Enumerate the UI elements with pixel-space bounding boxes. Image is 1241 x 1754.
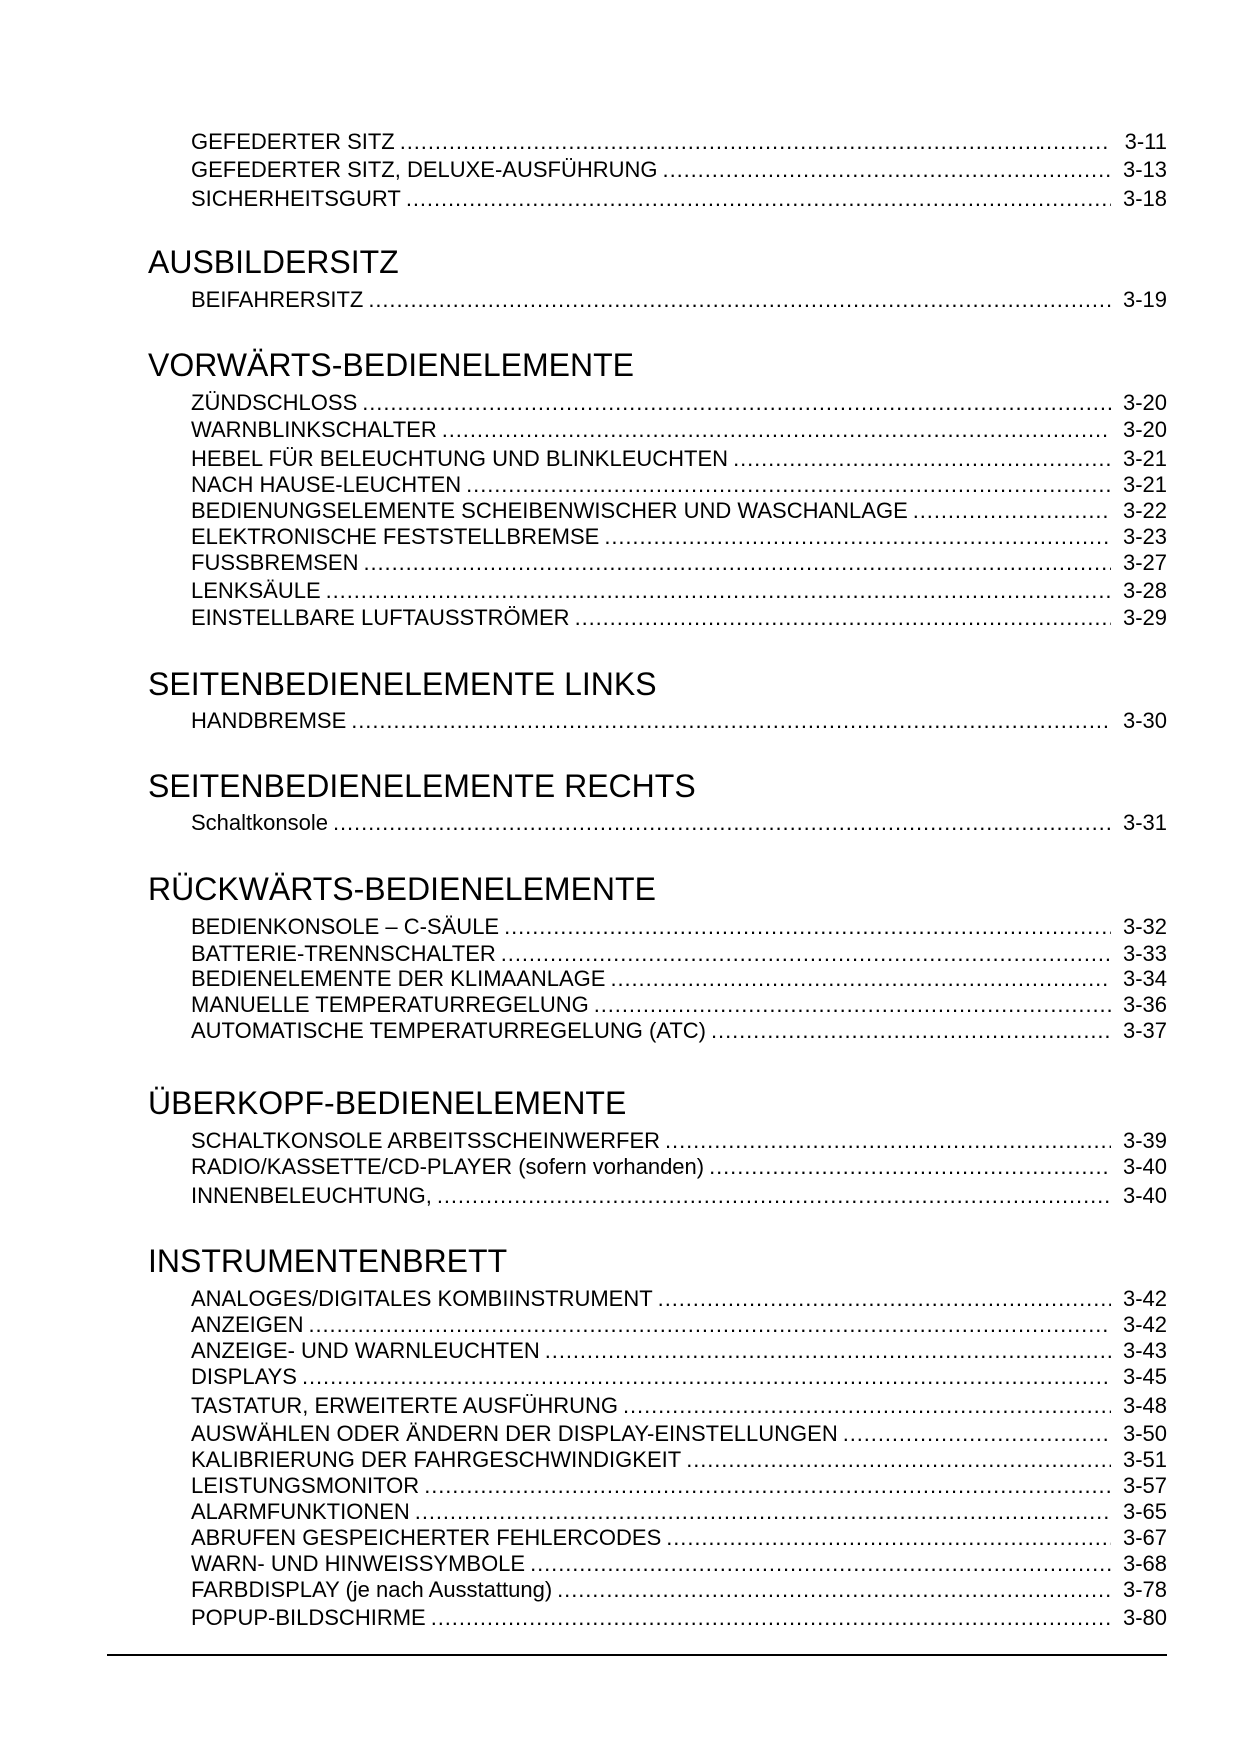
toc-entry[interactable] (191, 157, 1167, 183)
toc-entry-page: 3-33 (1122, 941, 1167, 966)
dot-leader (424, 1473, 1111, 1499)
dot-leader (333, 810, 1111, 836)
toc-entry-page: 3-78 (1122, 1577, 1167, 1602)
toc-entry-label: LENKSÄULE (191, 578, 321, 603)
toc-entry-label: ANZEIGEN (191, 1312, 304, 1337)
toc-entry-label: INNENBELEUCHTUNG, (191, 1183, 432, 1208)
dot-leader (362, 390, 1111, 416)
toc-entry-page: 3-19 (1122, 287, 1167, 312)
toc-entry-page: 3-51 (1122, 1447, 1167, 1472)
toc-entry[interactable] (191, 1499, 1167, 1525)
section-heading: RÜCKWÄRTS-BEDIENELEMENTE (148, 871, 656, 907)
toc-entry[interactable] (191, 1364, 1167, 1390)
toc-entry-label: BEDIENELEMENTE DER KLIMAANLAGE (191, 966, 606, 991)
toc-entry-page: 3-20 (1122, 390, 1167, 415)
dot-leader (545, 1338, 1111, 1364)
dot-leader (663, 157, 1111, 183)
toc-entry[interactable] (191, 186, 1167, 212)
section-heading: AUSBILDERSITZ (148, 244, 399, 280)
toc-entry-label: ANALOGES/DIGITALES KOMBIINSTRUMENT (191, 1286, 653, 1311)
toc-entry[interactable] (191, 1525, 1167, 1551)
dot-leader (711, 1018, 1111, 1044)
toc-entry[interactable] (191, 914, 1167, 940)
toc-entry-page: 3-13 (1122, 157, 1167, 182)
toc-entry-page: 3-20 (1122, 417, 1167, 442)
dot-leader (431, 1605, 1111, 1631)
toc-entry[interactable] (191, 472, 1167, 498)
toc-entry[interactable] (191, 966, 1167, 992)
toc-entry-label: BEIFAHRERSITZ (191, 287, 364, 312)
toc-entry-label: GEFEDERTER SITZ, DELUXE-AUSFÜHRUNG (191, 157, 658, 182)
toc-entry-page: 3-57 (1122, 1473, 1167, 1498)
toc-entry-label: HANDBREMSE (191, 708, 347, 733)
toc-entry-page: 3-29 (1122, 605, 1167, 630)
toc-entry[interactable] (191, 417, 1167, 443)
dot-leader (709, 1154, 1111, 1180)
dot-leader (442, 417, 1111, 443)
toc-entry-page: 3-31 (1122, 810, 1167, 835)
section-heading: SEITENBEDIENELEMENTE RECHTS (148, 768, 696, 804)
toc-entry-page: 3-21 (1122, 446, 1167, 471)
toc-entry-label: AUTOMATISCHE TEMPERATURREGELUNG (ATC) (191, 1018, 707, 1043)
toc-entry-page: 3-40 (1122, 1154, 1167, 1179)
toc-entry-page: 3-36 (1122, 992, 1167, 1017)
toc-entry[interactable] (191, 498, 1167, 524)
toc-entry-label: BEDIENKONSOLE – C-SÄULE (191, 914, 500, 939)
dot-leader (437, 1183, 1111, 1209)
footer-divider (107, 1654, 1167, 1656)
toc-entry-label: GEFEDERTER SITZ (191, 129, 395, 154)
toc-entry-label: TASTATUR, ERWEITERTE AUSFÜHRUNG (191, 1393, 618, 1418)
toc-entry-label: FUSSBREMSEN (191, 550, 359, 575)
toc-entry-label: LEISTUNGSMONITOR (191, 1473, 420, 1498)
toc-entry-page: 3-65 (1122, 1499, 1167, 1524)
toc-entry-page: 3-67 (1122, 1525, 1167, 1550)
toc-entry[interactable] (191, 1312, 1167, 1338)
section-heading: INSTRUMENTENBRETT (148, 1243, 508, 1279)
dot-leader (666, 1525, 1111, 1551)
toc-entry[interactable] (191, 1473, 1167, 1499)
dot-leader (363, 550, 1111, 576)
dot-leader (504, 914, 1111, 940)
toc-entry[interactable] (191, 1338, 1167, 1364)
toc-entry-label: BATTERIE-TRENNSCHALTER (191, 941, 496, 966)
toc-entry[interactable] (191, 1421, 1167, 1447)
toc-entry-page: 3-21 (1122, 472, 1167, 497)
toc-entry[interactable] (191, 1393, 1167, 1419)
toc-entry[interactable] (191, 941, 1167, 967)
toc-entry[interactable] (191, 1551, 1167, 1577)
toc-entry-page: 3-50 (1122, 1421, 1167, 1446)
toc-entry-label: NACH HAUSE-LEUCHTEN (191, 472, 462, 497)
toc-entry[interactable] (191, 287, 1167, 313)
toc-entry[interactable] (191, 1605, 1167, 1631)
dot-leader (575, 605, 1111, 631)
toc-entry[interactable] (191, 1577, 1167, 1603)
dot-leader (415, 1499, 1111, 1525)
toc-entry-page: 3-18 (1122, 186, 1167, 211)
dot-leader (843, 1421, 1111, 1447)
toc-entry-page: 3-43 (1122, 1338, 1167, 1363)
toc-entry[interactable] (191, 1018, 1167, 1044)
toc-entry[interactable] (191, 1154, 1167, 1180)
toc-entry[interactable] (191, 708, 1167, 734)
dot-leader (733, 446, 1111, 472)
toc-entry-label: WARNBLINKSCHALTER (191, 417, 437, 442)
toc-entry-page: 3-28 (1122, 578, 1167, 603)
dot-leader (913, 498, 1111, 524)
toc-entry[interactable] (191, 1447, 1167, 1473)
dot-leader (501, 941, 1111, 967)
toc-entry[interactable] (191, 605, 1167, 631)
toc-entry-page: 3-32 (1122, 914, 1167, 939)
dot-leader (530, 1551, 1111, 1577)
toc-entry-label: DISPLAYS (191, 1364, 297, 1389)
toc-entry-label: ABRUFEN GESPEICHERTER FEHLERCODES (191, 1525, 662, 1550)
toc-entry-page: 3-37 (1122, 1018, 1167, 1043)
toc-entry-label: POPUP-BILDSCHIRME (191, 1605, 426, 1630)
toc-entry-page: 3-22 (1122, 498, 1167, 523)
dot-leader (466, 472, 1111, 498)
toc-entry-label: BEDIENUNGSELEMENTE SCHEIBENWISCHER UND WASCHANLAGE (191, 498, 908, 523)
toc-entry-label: RADIO/KASSETTE/CD-PLAYER (sofern vorhanden) (191, 1154, 705, 1179)
section-heading: SEITENBEDIENELEMENTE LINKS (148, 666, 657, 702)
toc-entry-label: KALIBRIERUNG DER FAHRGESCHWINDIGKEIT (191, 1447, 682, 1472)
dot-leader (308, 1312, 1111, 1338)
toc-entry-label: SCHALTKONSOLE ARBEITSSCHEINWERFER (191, 1128, 661, 1153)
toc-entry-page: 3-45 (1122, 1364, 1167, 1389)
toc-entry-label: FARBDISPLAY (je nach Ausstattung) (191, 1577, 553, 1602)
toc-entry-label: AUSWÄHLEN ODER ÄNDERN DER DISPLAY-EINSTELLUNGEN (191, 1421, 838, 1446)
toc-entry[interactable] (191, 446, 1167, 472)
toc-entry[interactable] (191, 390, 1167, 416)
dot-leader (368, 287, 1111, 313)
toc-entry-page: 3-34 (1122, 966, 1167, 991)
toc-entry[interactable] (191, 129, 1167, 155)
toc-entry-page: 3-27 (1122, 550, 1167, 575)
dot-leader (400, 129, 1111, 155)
toc-entry-page: 3-40 (1122, 1183, 1167, 1208)
toc-entry[interactable] (191, 810, 1167, 836)
dot-leader (665, 1128, 1111, 1154)
dot-leader (686, 1447, 1111, 1473)
toc-entry-label: ALARMFUNKTIONEN (191, 1499, 410, 1524)
toc-entry-page: 3-39 (1122, 1128, 1167, 1153)
toc-entry[interactable] (191, 1286, 1167, 1312)
dot-leader (623, 1393, 1111, 1419)
toc-entry[interactable] (191, 524, 1167, 550)
dot-leader (302, 1364, 1111, 1390)
toc-entry[interactable] (191, 1128, 1167, 1154)
section-heading: VORWÄRTS-BEDIENELEMENTE (148, 347, 635, 383)
toc-entry-label: ZÜNDSCHLOSS (191, 390, 358, 415)
toc-entry-page: 3-42 (1122, 1312, 1167, 1337)
toc-entry-page: 3-48 (1122, 1393, 1167, 1418)
section-heading: ÜBERKOPF-BEDIENELEMENTE (148, 1085, 627, 1121)
toc-entry-page: 3-80 (1122, 1605, 1167, 1630)
dot-leader (610, 966, 1111, 992)
toc-entry-label: WARN- UND HINWEISSYMBOLE (191, 1551, 526, 1576)
toc-entry-page: 3-23 (1122, 524, 1167, 549)
toc-entry[interactable] (191, 550, 1167, 576)
dot-leader (326, 578, 1111, 604)
toc-entry-label: Schaltkonsole (191, 810, 328, 835)
dot-leader (594, 992, 1111, 1018)
toc-entry-page: 3-68 (1122, 1551, 1167, 1576)
toc-entry-page: 3-11 (1124, 129, 1167, 154)
dot-leader (351, 708, 1111, 734)
toc-entry-label: SICHERHEITSGURT (191, 186, 401, 211)
toc-entry-label: ELEKTRONISCHE FESTSTELLBREMSE (191, 524, 600, 549)
toc-entry[interactable] (191, 1183, 1167, 1209)
dot-leader (658, 1286, 1111, 1312)
dot-leader (406, 186, 1111, 212)
toc-entry-label: EINSTELLBARE LUFTAUSSTRÖMER (191, 605, 570, 630)
toc-entry-label: HEBEL FÜR BELEUCHTUNG UND BLINKLEUCHTEN (191, 446, 729, 471)
toc-entry-label: MANUELLE TEMPERATURREGELUNG (191, 992, 589, 1017)
toc-entry[interactable] (191, 992, 1167, 1018)
toc-entry-label: ANZEIGE- UND WARNLEUCHTEN (191, 1338, 540, 1363)
toc-entry-page: 3-30 (1122, 708, 1167, 733)
dot-leader (604, 524, 1111, 550)
dot-leader (557, 1577, 1111, 1603)
toc-entry-page: 3-42 (1122, 1286, 1167, 1311)
toc-entry[interactable] (191, 578, 1167, 604)
